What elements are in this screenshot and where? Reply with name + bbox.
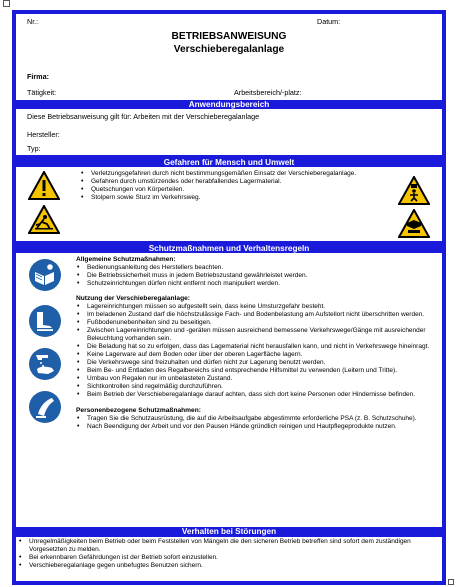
arbeitsbereich-label: Arbeitsbereich/-platz: xyxy=(234,88,302,97)
list-item: • Lagereinrichtungen müssen so aufgestellt sein, dass keine Umsturzgefahr besteht. xyxy=(76,303,436,311)
list-item: • Quetschungen von Körperteilen. xyxy=(80,186,380,194)
section-header-anwendungsbereich: Anwendungsbereich xyxy=(16,100,442,109)
list-item: • Die Betriebssicherheit muss in jedem Betriebszustand gewährleistet werden. xyxy=(76,272,436,280)
datum-label: Datum: xyxy=(317,17,341,26)
list-item: • Verschieberegalanlage gegen unbefugtes Benutzen sichern. xyxy=(18,562,438,570)
personen-list xyxy=(76,415,436,431)
section-header-gefahren: Gefahren für Mensch und Umwelt xyxy=(16,158,442,167)
list-item: • Stolpern sowie Sturz im Verkehrsweg. xyxy=(80,194,380,202)
warning-general-icon xyxy=(28,171,60,200)
list-item: • Bedienungsanleitung des Herstellers beachten. xyxy=(76,264,436,272)
stumble-hazard-icon xyxy=(28,205,60,234)
operating-instruction-sheet xyxy=(12,10,446,585)
list-item: • Tragen Sie die Schutzausrüstung, die auf die Arbeitsaufgabe abgestimmte erforderliche PSA (z. B. Schutzschuhe). xyxy=(76,415,436,423)
page-corner-marker xyxy=(448,579,454,585)
personen-subheading: Personenbezogene Schutzmaßnahmen: xyxy=(76,407,201,414)
list-item: • Beim Betrieb der Verschieberegalanlage darauf achten, dass sich dort keine Personen oder Hindernisse befinden. xyxy=(76,391,436,399)
safety-boots-icon xyxy=(28,304,62,338)
section-header-stoerungen: Verhalten bei Störungen xyxy=(16,527,442,537)
list-item: • Schutzeinrichtungen dürfen nicht entfernt noch manipuliert werden. xyxy=(76,280,436,288)
list-item: • Nach Beendigung der Arbeit und vor den Pausen Hände gründlich reinigen und Hautpflegeprodukte nutzen. xyxy=(76,423,436,431)
allgemein-list xyxy=(76,264,436,288)
stoerungen-list xyxy=(18,538,438,570)
list-item: • Die Beladung hat so zu erfolgen, dass das Lagematerial nicht herausfallen kann, und nicht in Verkehrswege hineinragt. xyxy=(76,343,436,351)
firma-label: Firma: xyxy=(27,72,49,81)
section-header-schutz: Schutzmaßnahmen und Verhaltensregeln xyxy=(16,244,442,253)
nutzung-subheading: Nutzung der Verschieberegalanlage: xyxy=(76,295,190,302)
list-item: • Im beladenen Zustand darf die höchstzulässige Fach- und Bodenbelastung am Aufstellort nicht überschritten werden. xyxy=(76,311,436,319)
page-subtitle: Verschieberegalanlage xyxy=(173,44,285,55)
wash-hands-icon xyxy=(28,347,62,381)
list-item: • Zwischen Lagereinrichtungen und -geräten müssen ausreichend bemessene Verkehrswege/Gänge mit ausreichender Beleuchtung vorhanden sein. xyxy=(76,327,436,343)
list-item: • Fußbodenunebenheiten sind zu beseitigen. xyxy=(76,319,436,327)
crush-hazard-icon xyxy=(398,209,430,238)
list-item: • Unregelmäßigkeiten beim Betrieb oder beim Feststellen von Mängeln die den sicheren Betrieb betreffen sind sofort dem zuständigen Vorgesetzten zu melden. xyxy=(18,538,438,554)
read-manual-icon xyxy=(28,258,62,292)
nutzung-list xyxy=(76,303,436,399)
list-item: • Sichtkontrollen sind regelmäßig durchzuführen. xyxy=(76,383,436,391)
allgemein-subheading: Allgemeine Schutzmaßnahmen: xyxy=(76,256,176,263)
list-item: • Beim Be- und Entladen des Regalbereichs sind entsprechende Hilfsmittel zu verwenden (Leitern und Tritte). xyxy=(76,367,436,375)
hazard-list xyxy=(80,170,380,202)
falling-objects-icon xyxy=(398,176,430,205)
taetigkeit-label: Tätigkeit: xyxy=(27,88,57,97)
protective-measures-content xyxy=(76,256,436,431)
list-item: • Bei erkennbaren Gefährdungen ist der Betrieb sofort einzustellen. xyxy=(18,554,438,562)
scope-text: Diese Betriebsanweisung gilt für: Arbeiten mit der Verschieberegalanlage xyxy=(27,112,260,121)
nr-label: Nr.: xyxy=(27,17,39,26)
list-item: • Umbau von Regalen nur im unbelasteten Zustand. xyxy=(76,375,436,383)
page-title: BETRIEBSANWEISUNG xyxy=(171,31,287,42)
list-item: • Die Verkehrswege sind freizuhalten und dürfen nicht zur Lagerung benutzt werden. xyxy=(76,359,436,367)
hand-cream-icon xyxy=(28,390,62,424)
list-item: • Keine Lagerware auf dem Boden oder über der oberen Lagerfläche lagern. xyxy=(76,351,436,359)
hersteller-label: Hersteller: xyxy=(27,130,60,139)
list-item: • Verletzungsgefahren durch nicht bestimmungsgemäßen Einsatz der Verschieberegalanlage. xyxy=(80,170,380,178)
typ-label: Typ: xyxy=(27,144,41,153)
page-corner-marker xyxy=(3,0,10,7)
list-item: • Gefahren durch umstürzendes oder herabfallendes Lagermaterial. xyxy=(80,178,380,186)
